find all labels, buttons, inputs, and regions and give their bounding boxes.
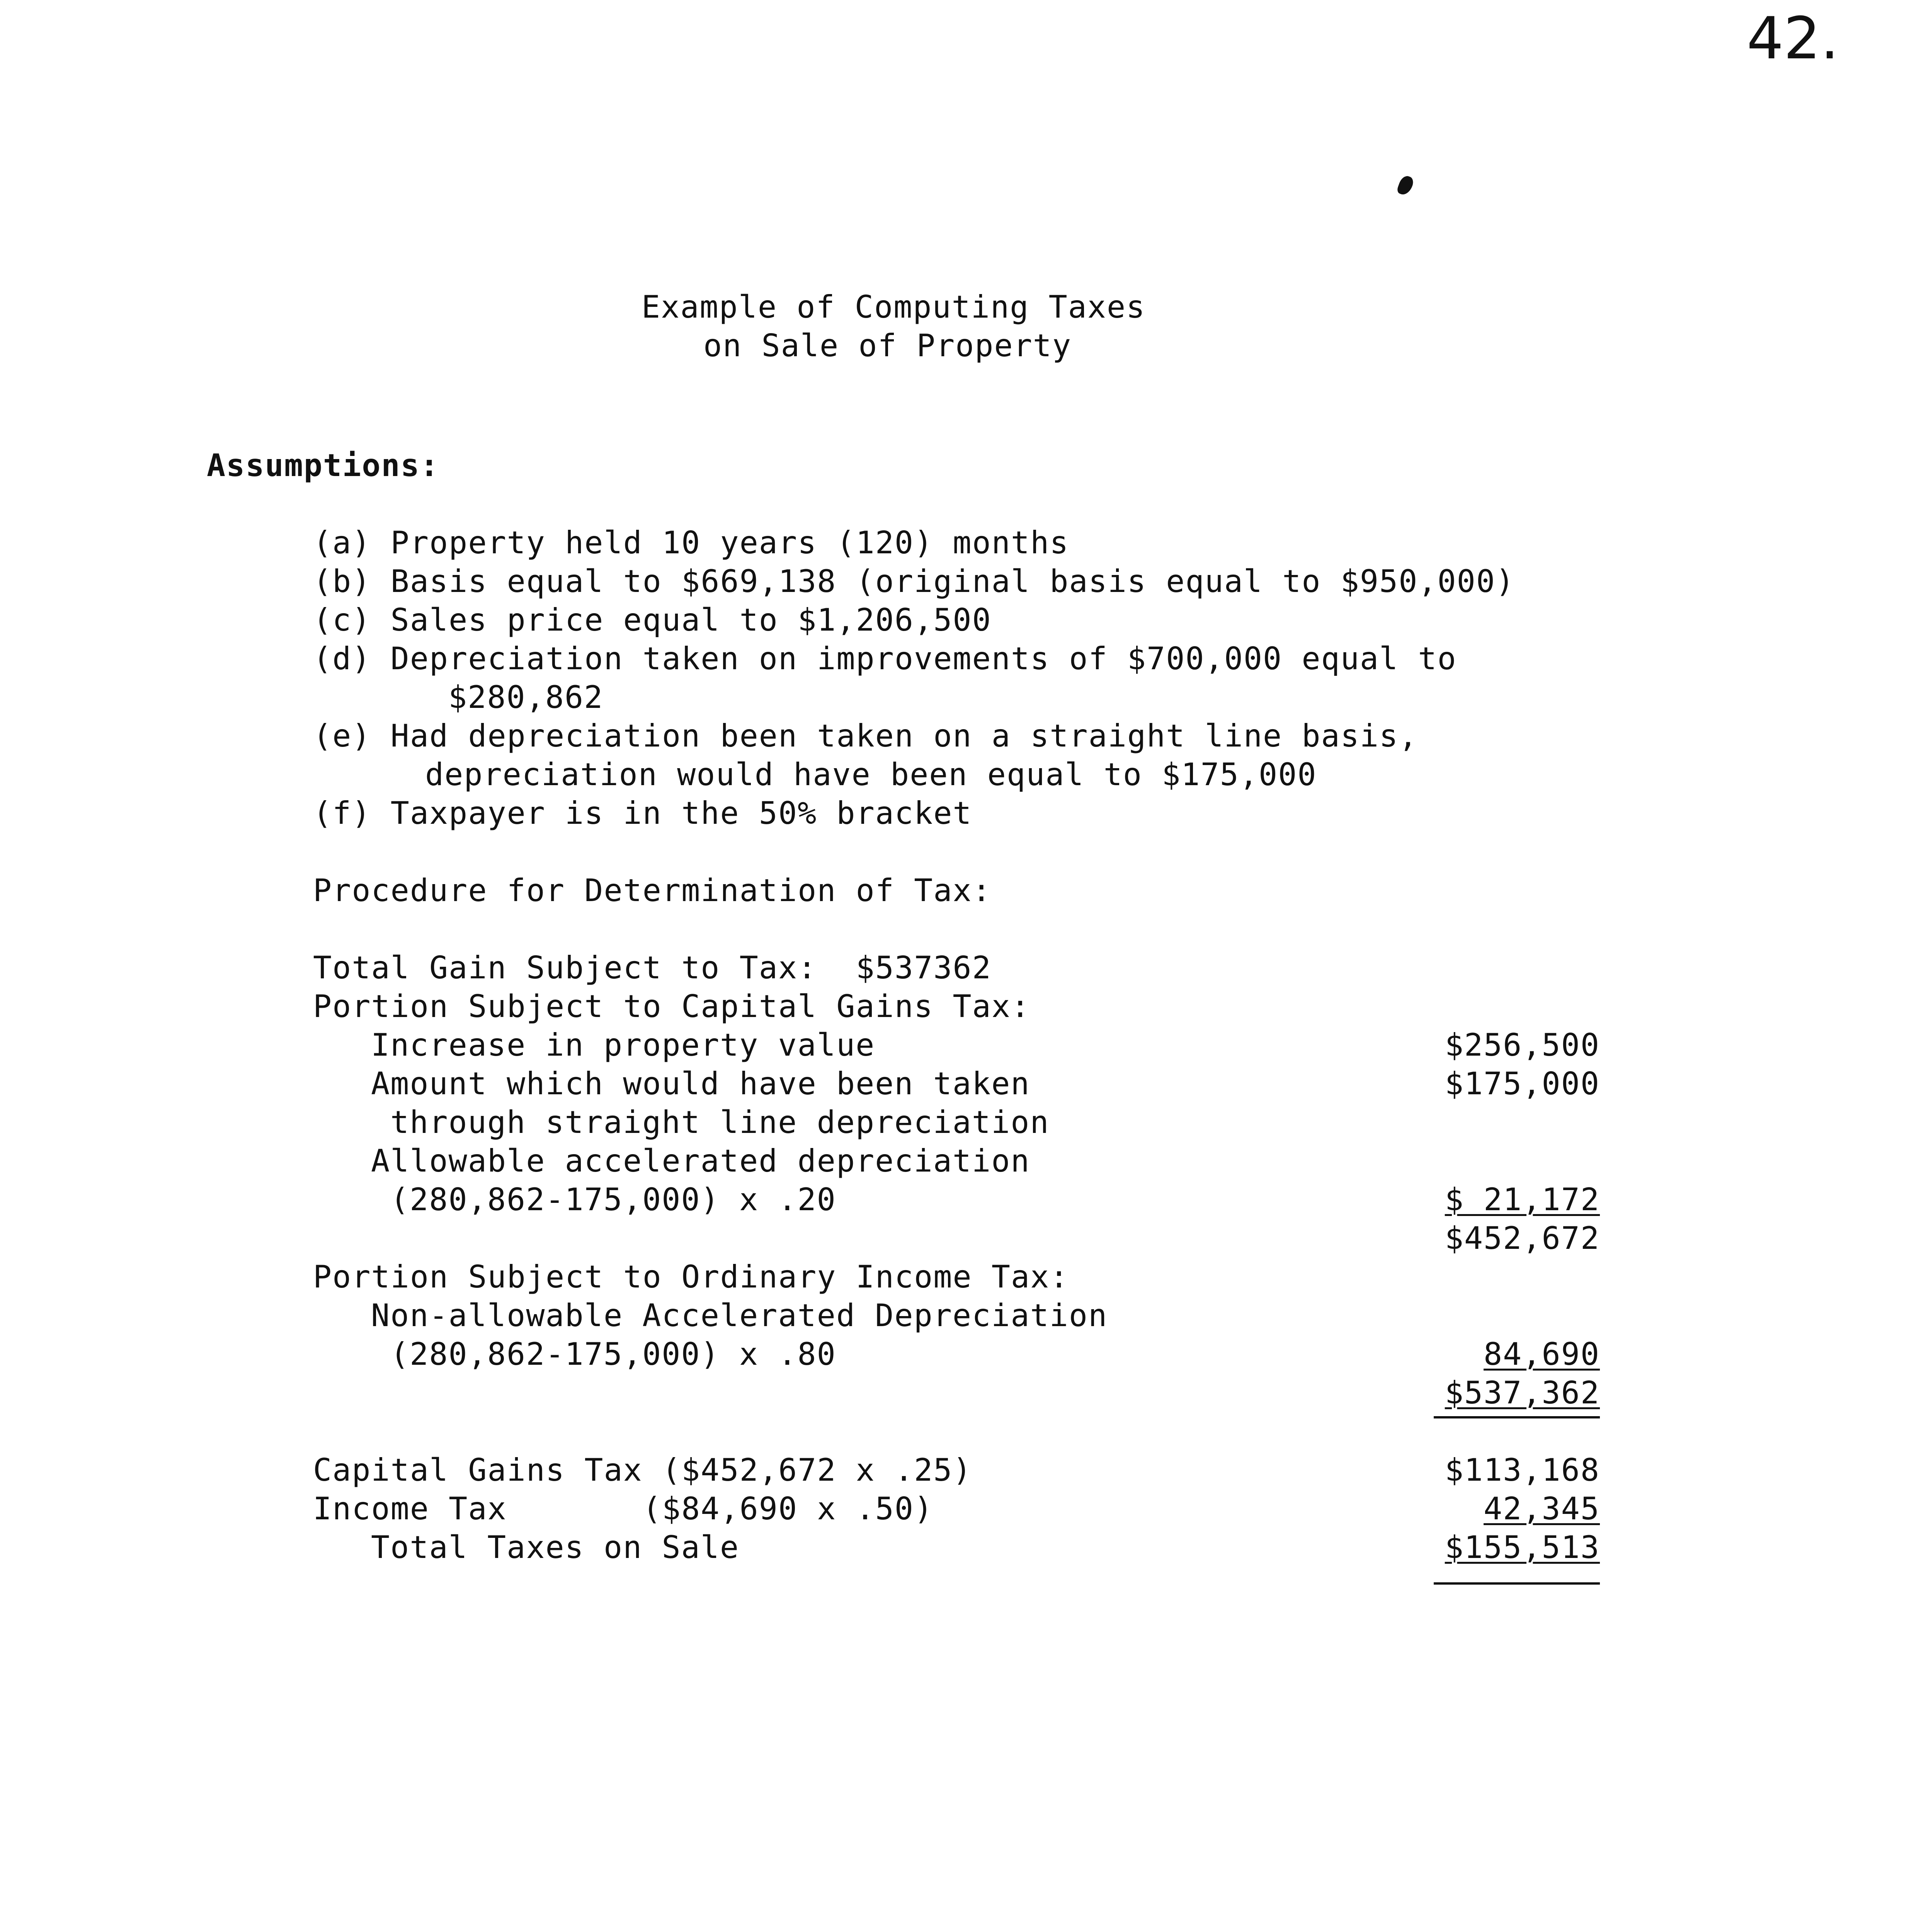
straight-line-label-2: through straight line depreciation — [390, 1104, 1050, 1140]
total-gain-value: $537,362 — [1445, 1375, 1600, 1411]
allowable-label-1: Allowable accelerated depreciation — [371, 1143, 1030, 1179]
allowable-value: $ 21,172 — [1445, 1182, 1600, 1218]
straight-line-label-1: Amount which would have been taken — [371, 1066, 1030, 1102]
double-underline — [1434, 1416, 1600, 1418]
assumption-a: (a) Property held 10 years (120) months — [313, 525, 1069, 561]
capital-gains-portion-heading: Portion Subject to Capital Gains Tax: — [313, 988, 1031, 1024]
ordinary-income-label-2: (280,862-175,000) x .80 — [390, 1336, 836, 1372]
capital-gains-tax-label: Capital Gains Tax ($452,672 x .25) — [313, 1452, 972, 1488]
assumptions-heading: Assumptions: — [207, 447, 439, 483]
assumption-f: (f) Taxpayer is in the 50% bracket — [313, 795, 972, 831]
increase-label: Increase in property value — [371, 1027, 875, 1063]
procedure-heading: Procedure for Determination of Tax: — [313, 872, 992, 908]
capital-gains-subtotal: $452,672 — [1445, 1220, 1600, 1256]
ordinary-income-heading: Portion Subject to Ordinary Income Tax: — [313, 1259, 1069, 1295]
document-title-line1: Example of Computing Taxes — [642, 289, 1146, 325]
straight-line-value: $175,000 — [1445, 1066, 1600, 1102]
total-gain-line: Total Gain Subject to Tax: $537362 — [313, 950, 992, 986]
assumption-e: (e) Had depreciation been taken on a straight line basis, — [313, 718, 1418, 754]
assumption-e-cont: depreciation would have been equal to $175,000 — [425, 757, 1317, 793]
total-taxes-value: $155,513 — [1445, 1529, 1600, 1565]
document-title-line2: on Sale of Property — [703, 328, 1072, 364]
assumption-d: (d) Depreciation taken on improvements of $700,000 equal to — [313, 641, 1457, 677]
ordinary-income-label-1: Non-allowable Accelerated Depreciation — [371, 1298, 1108, 1333]
allowable-label-2: (280,862-175,000) x .20 — [390, 1182, 836, 1218]
ink-mark — [1396, 174, 1415, 197]
increase-value: $256,500 — [1445, 1027, 1600, 1063]
total-taxes-label: Total Taxes on Sale — [371, 1529, 740, 1565]
assumption-c: (c) Sales price equal to $1,206,500 — [313, 602, 992, 638]
capital-gains-tax-value: $113,168 — [1445, 1452, 1600, 1488]
double-underline — [1434, 1582, 1600, 1585]
income-tax-label: Income Tax ($84,690 x .50) — [313, 1491, 934, 1527]
income-tax-value: 42,345 — [1484, 1491, 1600, 1527]
assumption-b: (b) Basis equal to $669,138 (original basis equal to $950,000) — [313, 563, 1515, 599]
ordinary-income-value: 84,690 — [1484, 1336, 1600, 1372]
assumption-d-cont: $280,862 — [448, 679, 604, 715]
page-number: 42. — [1747, 5, 1839, 72]
